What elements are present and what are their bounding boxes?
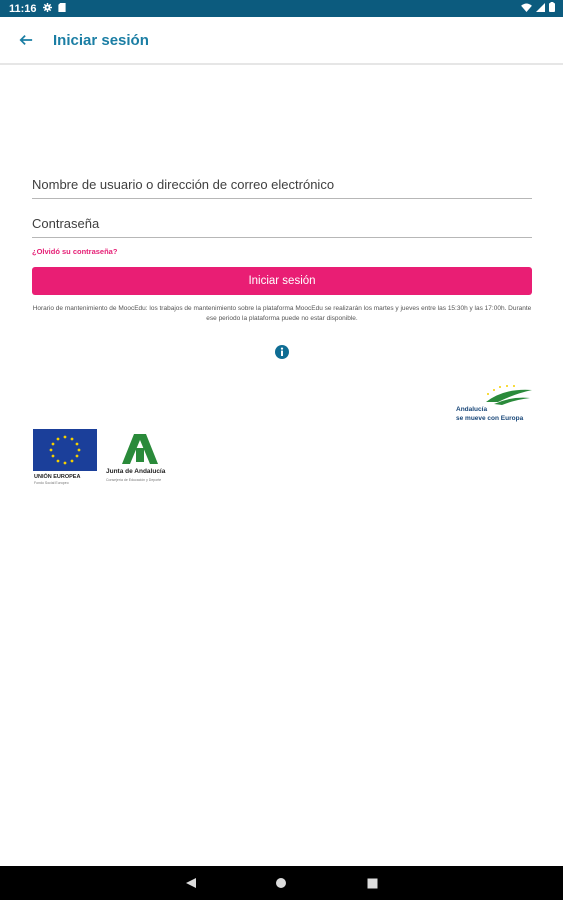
eu-logo-line1: UNIÓN EUROPEA [34,474,81,480]
andalucia-logo-line1: Andalucía [456,406,488,413]
gear-icon [43,3,52,15]
junta-a-icon [120,434,160,466]
arrow-left-icon[interactable] [16,30,36,50]
battery-icon [549,2,555,15]
back-triangle-icon[interactable] [184,876,198,890]
status-time: 11:16 [9,2,37,15]
wifi-icon [521,3,532,15]
recents-square-icon[interactable] [365,876,379,890]
junta-logo-line2: Consejería de Educación y Deporte [106,478,162,482]
sd-card-icon [58,3,66,15]
junta-logo-line1: Junta de Andalucía [106,468,166,475]
username-field-container [32,170,532,199]
info-circle-icon[interactable] [275,345,289,359]
andalucia-swoosh-icon [454,384,534,406]
eu-logo-line2: Fondo Social Europeo [34,481,69,485]
status-bar [0,0,563,17]
maintenance-notice: Horario de mantenimiento de MoocEdu: los trabajos de mantenimiento sobre la plataforma MoocEdu se realizarán los martes y jueves entre las 15:30h y las 17:00h. Durante ese periodo la plataforma puede no estar disponible. [32,305,532,322]
andalucia-logo-line2: se mueve con Europa [456,415,524,422]
signal-icon [536,3,545,15]
app-bar [0,17,563,65]
forgot-password-link[interactable]: ¿Olvidó su contraseña? [32,247,118,256]
eu-logo [33,429,99,489]
andalucia-europa-logo [454,384,534,426]
password-field-container [32,209,532,238]
junta-andalucia-logo [104,434,178,486]
password-field[interactable] [32,209,532,237]
eu-flag-icon [33,429,97,471]
home-circle-icon[interactable] [274,876,288,890]
login-button[interactable]: Iniciar sesión [32,267,532,295]
username-field[interactable] [32,170,532,198]
system-nav-bar [0,866,563,900]
page-title: Iniciar sesión [53,31,149,49]
